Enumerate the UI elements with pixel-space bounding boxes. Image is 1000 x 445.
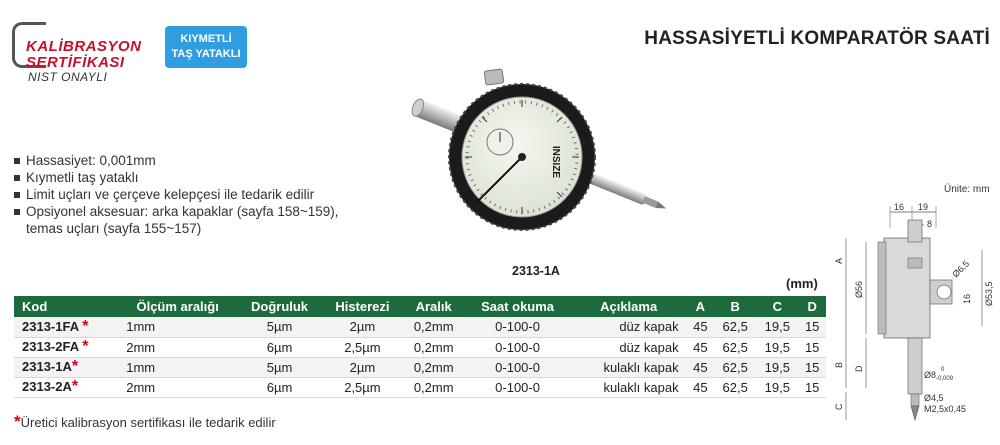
cell-range: 2mm [118, 377, 237, 397]
col-description: Açıklama [571, 296, 687, 317]
dim-16: 16 [894, 202, 905, 212]
dim-16b: 16 [962, 293, 972, 304]
jewel-bearing-badge [165, 26, 247, 68]
logo-line1: KALİBRASYON [26, 38, 142, 55]
logo-line3: NIST ONAYLI [28, 70, 108, 84]
cell-kod: 2313-2FA * [14, 337, 118, 357]
cell-D: 15 [798, 377, 826, 397]
feature-item: Hassasiyet: 0,001mm [14, 152, 404, 169]
cell-D: 15 [798, 317, 826, 337]
cell-reading: 0-100-0 [464, 377, 570, 397]
cell-graduation: 0,2mm [403, 317, 465, 337]
cell-description: düz kapak [571, 317, 687, 337]
col-graduation: Aralık [403, 296, 465, 317]
table-header-row [14, 296, 826, 317]
badge-line2: TAŞ YATAKLI [171, 48, 241, 60]
cell-hysteresis: 2µm [322, 357, 403, 377]
cell-C: 19,5 [756, 337, 798, 357]
cell-graduation: 0,2mm [403, 377, 465, 397]
table-unit-label: (mm) [786, 276, 818, 291]
cell-description: düz kapak [571, 337, 687, 357]
cell-kod: 2313-1FA * [14, 317, 118, 337]
cell-B: 62,5 [714, 377, 756, 397]
col-kod: Kod [14, 296, 118, 317]
feature-item: Kıymetli taş yataklı [14, 169, 404, 186]
col-accuracy: Doğruluk [237, 296, 322, 317]
cell-accuracy: 6µm [237, 377, 322, 397]
col-reading: Saat okuma [464, 296, 570, 317]
footnote-text: Üretici kalibrasyon sertifikası ile tedarik edilir [20, 415, 276, 430]
cell-A: 45 [687, 317, 715, 337]
col-range: Ölçüm aralığı [118, 296, 237, 317]
dim-65: Ø6,5 [950, 258, 972, 280]
dim-56: Ø56 [854, 280, 864, 298]
dim-8-tol-upper: 0 [941, 367, 945, 373]
cell-graduation: 0,2mm [403, 337, 465, 357]
cell-accuracy: 5µm [237, 357, 322, 377]
cell-range: 2mm [118, 337, 237, 357]
spec-table [14, 296, 826, 398]
footnote [14, 412, 276, 432]
badge-line1: KIYMETLİ [180, 33, 232, 45]
calibration-certificate-logo [12, 22, 152, 84]
col-D: D [798, 296, 826, 317]
cell-D: 15 [798, 357, 826, 377]
cell-kod: 2313-2A* [14, 377, 118, 397]
cell-C: 19,5 [756, 357, 798, 377]
dim-B: B [834, 361, 844, 368]
cell-reading: 0-100-0 [464, 357, 570, 377]
cell-C: 19,5 [756, 377, 798, 397]
dim-C: C [834, 403, 844, 410]
cell-description: kulaklı kapak [571, 377, 687, 397]
footnote-star: * [14, 412, 21, 431]
cell-graduation: 0,2mm [403, 357, 465, 377]
cell-accuracy: 6µm [237, 337, 322, 357]
product-model-label: 2313-1A [512, 264, 560, 278]
dim-8: 8 [927, 219, 933, 229]
cell-A: 45 [687, 377, 715, 397]
cell-B: 62,5 [714, 317, 756, 337]
cell-hysteresis: 2µm [322, 317, 403, 337]
gauge-brand-text: INSIZE [550, 145, 561, 179]
cell-reading: 0-100-0 [464, 317, 570, 337]
col-hysteresis: Histerezi [322, 296, 403, 317]
cell-B: 62,5 [714, 337, 756, 357]
cell-C: 19,5 [756, 317, 798, 337]
dim-45: Ø4,5 [924, 393, 944, 403]
cell-hysteresis: 2,5µm [322, 377, 403, 397]
dim-thread: M2,5x0,45 [924, 404, 967, 414]
unit-label: Ünite: mm [944, 184, 990, 195]
table-row [14, 357, 826, 377]
feature-item: Limit uçları ve çerçeve kelepçesi ile tedarik edilir [14, 186, 404, 203]
feature-list [14, 152, 404, 237]
cell-D: 15 [798, 337, 826, 357]
dim-A: A [834, 257, 844, 264]
dim-8-tol: Ø8 [924, 370, 937, 380]
dim-D: D [854, 365, 864, 372]
dim-535: Ø53,5 [984, 281, 994, 306]
cell-range: 1mm [118, 357, 237, 377]
dim-8-tol-lower: -0,009 [936, 376, 954, 382]
cell-description: kulaklı kapak [571, 357, 687, 377]
cell-kod: 2313-1A* [14, 357, 118, 377]
page-title: HASSASİYETLİ KOMPARATÖR SAATİ [644, 28, 990, 49]
feature-item-continued: temas uçları (sayfa 155~157) [26, 221, 202, 236]
cell-reading: 0-100-0 [464, 337, 570, 357]
dial-gauge-image [405, 62, 695, 252]
logo-line2: SERTİFİKASI [26, 54, 125, 71]
cell-B: 62,5 [714, 357, 756, 377]
cell-accuracy: 5µm [237, 317, 322, 337]
cell-range: 1mm [118, 317, 237, 337]
technical-drawing [832, 192, 997, 437]
cell-A: 45 [687, 337, 715, 357]
col-A: A [687, 296, 715, 317]
col-C: C [756, 296, 798, 317]
cell-A: 45 [687, 357, 715, 377]
table-row [14, 377, 826, 397]
table-row [14, 337, 826, 357]
dim-19: 19 [918, 202, 929, 212]
table-row [14, 317, 826, 337]
feature-item: Opsiyonel aksesuar: arka kapaklar (sayfa 158~159), [14, 203, 404, 220]
col-B: B [714, 296, 756, 317]
cell-hysteresis: 2,5µm [322, 337, 403, 357]
